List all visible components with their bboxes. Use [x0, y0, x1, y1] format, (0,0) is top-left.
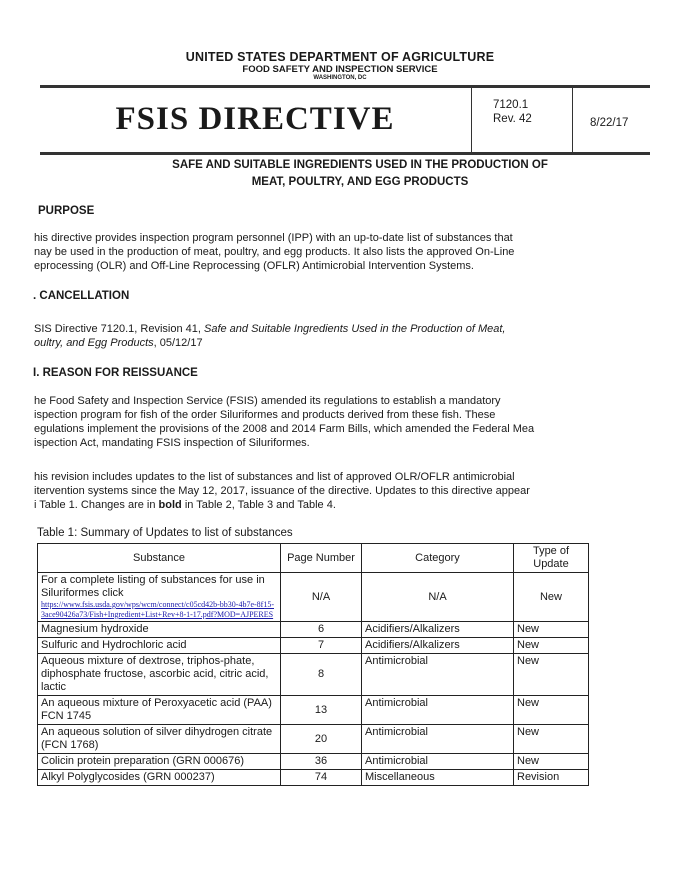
text-line [34, 336, 674, 350]
category-cell: Antimicrobial [362, 754, 514, 770]
page-cell: 7 [281, 638, 362, 654]
text-line: he Food Safety and Inspection Service (FSIS) amended its regulations to establish a mandatory [34, 395, 501, 407]
column-header-type: Type of Update [514, 544, 589, 573]
cancellation-paragraph [34, 322, 674, 350]
type-cell: New [514, 622, 589, 638]
substance-cell: An aqueous mixture of Peroxyacetic acid (PAA) FCN 1745 [38, 696, 281, 725]
substance-text: For a complete listing of substances for use in Siluriformes click [41, 574, 265, 599]
table-row [38, 654, 589, 696]
table-row [38, 573, 589, 622]
cancellation-prefix: SIS Directive 7120.1, Revision 41, [34, 323, 204, 335]
text-line: ispection Act, mandating FSIS inspection of Siluriformes. [34, 437, 310, 449]
category-cell: Antimicrobial [362, 654, 514, 696]
table-row [38, 696, 589, 725]
text-line [34, 498, 674, 512]
subject-title [80, 157, 640, 191]
table-row [38, 622, 589, 638]
bold-word: bold [158, 499, 182, 511]
page-cell: 6 [281, 622, 362, 638]
category-cell: Antimicrobial [362, 696, 514, 725]
text-line: eprocessing (OLR) and Off-Line Reprocessing (OFLR) Antimicrobial Intervention Systems. [34, 260, 474, 272]
category-cell: Acidifiers/Alkalizers [362, 622, 514, 638]
header-divider-1 [471, 88, 472, 152]
type-cell: New [514, 573, 589, 622]
page-cell: 8 [281, 654, 362, 696]
substance-cell [38, 573, 281, 622]
text-line: egulations implement the provisions of the 2008 and 2014 Farm Bills, which amended the Federal Mea [34, 423, 535, 435]
page-cell: 74 [281, 770, 362, 786]
text-line: his revision includes updates to the list of substances and list of approved OLR/OFLR antimicrobial [34, 471, 515, 483]
category-cell: N/A [362, 573, 514, 622]
header-divider-2 [572, 88, 573, 152]
reason-heading: I. REASON FOR REISSUANCE [33, 367, 198, 379]
substance-cell: Alkyl Polyglycosides (GRN 000237) [38, 770, 281, 786]
text-segment: i Table 1. Changes are in [34, 499, 159, 511]
table-header-row [38, 544, 589, 573]
directive-number-block [493, 98, 532, 126]
substance-cell: Magnesium hydroxide [38, 622, 281, 638]
table-row [38, 770, 589, 786]
substance-cell: An aqueous solution of silver dihydrogen citrate (FCN 1768) [38, 725, 281, 754]
type-cell: New [514, 754, 589, 770]
agency-service: FOOD SAFETY AND INSPECTION SERVICE [242, 64, 438, 75]
header-bottom-rule [40, 152, 650, 155]
substance-cell: Aqueous mixture of dextrose, triphos-phate, diphosphate fructose, ascorbic acid, citric acid, lactic [38, 654, 281, 696]
agency-name: UNITED STATES DEPARTMENT OF AGRICULTURE [185, 50, 495, 64]
purpose-paragraph [34, 231, 674, 273]
directive-number: 7120.1 [493, 99, 529, 111]
reason-paragraph-1 [34, 394, 674, 450]
cancellation-title-part2: oultry, and Egg Products [34, 337, 154, 349]
subject-line-1: SAFE AND SUITABLE INGREDIENTS USED IN THE PRODUCTION OF [172, 159, 548, 171]
page-cell: 20 [281, 725, 362, 754]
table-caption: Table 1: Summary of Updates to list of substances [37, 527, 293, 539]
text-line: his directive provides inspection program personnel (IPP) with an up-to-date list of substances that [34, 232, 513, 244]
subject-line-2: MEAT, POULTRY, AND EGG PRODUCTS [251, 176, 469, 188]
substance-cell: Sulfuric and Hydrochloric acid [38, 638, 281, 654]
column-header-substance: Substance [38, 544, 281, 573]
directive-date: 8/22/17 [590, 117, 629, 129]
agency-location: WASHINGTON, DC [313, 75, 367, 81]
type-cell: New [514, 654, 589, 696]
column-header-category: Category [362, 544, 514, 573]
reason-paragraph-2 [34, 470, 674, 512]
text-line: nay be used in the production of meat, poultry, and egg products. It also lists the approved On-Line [34, 246, 515, 258]
updates-table [37, 543, 589, 786]
category-cell: Miscellaneous [362, 770, 514, 786]
type-cell: New [514, 725, 589, 754]
column-header-page: Page Number [281, 544, 362, 573]
text-segment: in Table 2, Table 3 and Table 4. [181, 499, 336, 511]
siluriformes-list-link[interactable]: https://www.fsis.usda.gov/wps/wcm/connect/c05cd42b-bb30-4b7e-8f15-3ace90426a73/Fish+Ingredient+List+Rev+8-1-17.pdf?MOD=AJPERES [41, 600, 274, 619]
header-top-rule [40, 85, 650, 88]
directive-title: FSIS DIRECTIVE [115, 101, 395, 137]
type-cell: New [514, 638, 589, 654]
page-cell: 36 [281, 754, 362, 770]
cancellation-title-part1: Safe and Suitable Ingredients Used in the Production of Meat, [203, 323, 506, 335]
directive-revision: Rev. 42 [493, 113, 532, 125]
cancellation-heading: . CANCELLATION [33, 290, 130, 302]
text-line: itervention systems since the May 12, 2017, issuance of the directive. Updates to this directive appear [34, 485, 530, 497]
category-cell: Acidifiers/Alkalizers [362, 638, 514, 654]
purpose-heading: PURPOSE [38, 205, 95, 217]
text-line [34, 322, 674, 336]
category-cell: Antimicrobial [362, 725, 514, 754]
page-cell: 13 [281, 696, 362, 725]
text-line: ispection program for fish of the order Siluriformes and products derived from these fish. These [34, 409, 496, 421]
table-row [38, 754, 589, 770]
page-cell: N/A [281, 573, 362, 622]
table-row [38, 638, 589, 654]
type-cell: Revision [514, 770, 589, 786]
type-cell: New [514, 696, 589, 725]
cancellation-date: , 05/12/17 [153, 337, 203, 349]
substance-cell: Colicin protein preparation (GRN 000676) [38, 754, 281, 770]
table-row [38, 725, 589, 754]
